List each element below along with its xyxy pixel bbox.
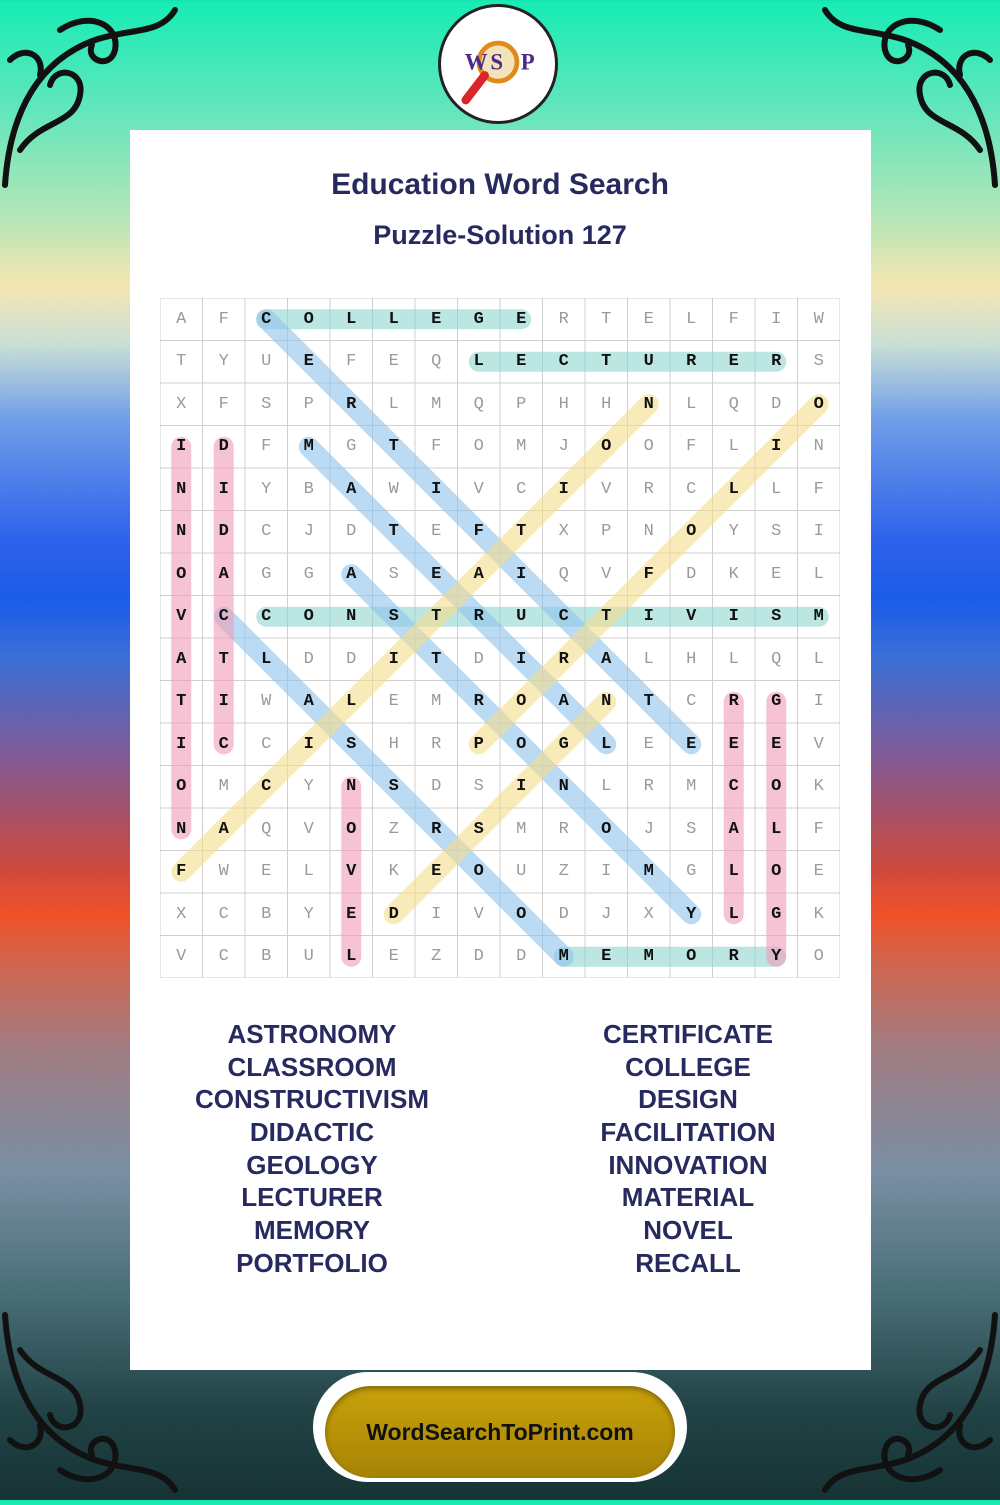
grid-cell: P [516,394,527,414]
grid-cell: N [346,777,357,797]
word-list-item: MEMORY [253,1215,371,1246]
grid-cell: G [473,309,484,329]
word-list-item: GEOLOGY [246,1149,378,1180]
grid-cell: C [218,607,229,627]
grid-cell: M [431,394,442,414]
grid-cell: Q [261,819,272,839]
grid-cell: S [346,734,357,754]
word-list-left [122,1018,502,1280]
grid-cell: R [686,352,697,372]
grid-cell: L [346,692,357,712]
page-title: Education Word Search [331,168,669,201]
grid-cell: F [813,819,824,839]
grid-cell: E [771,564,782,584]
grid-cell: C [218,734,229,754]
grid-cell: V [473,904,484,924]
grid-cell: D [558,904,569,924]
grid-cell: S [473,777,484,797]
grid-cell: R [431,734,442,754]
grid-cell: L [346,309,357,329]
grid-cell: C [261,777,272,797]
grid-cell: P [601,522,612,542]
grid-cell: L [813,649,824,669]
grid-cell: E [431,522,442,542]
grid-cell: X [643,904,654,924]
grid-cell: A [473,564,484,584]
grid-cell: W [388,479,399,499]
grid-cell: B [261,947,272,967]
grid-cell: I [431,904,442,924]
grid-cell: F [218,394,229,414]
grid-cell: I [813,522,824,542]
page-subtitle: Puzzle-Solution 127 [373,220,627,250]
grid-cell: F [261,437,272,457]
wsp-logo [438,4,558,124]
grid-cell: S [261,394,272,414]
word-list-item: NOVEL [643,1215,733,1246]
grid-cell: U [516,607,527,627]
grid-cell: N [346,607,357,627]
grid-cell: O [771,777,782,797]
grid-cell: A [346,479,357,499]
grid-cell: J [558,437,569,457]
word-list-item: ASTRONOMY [227,1019,397,1049]
word-list-item: INNOVATION [608,1149,768,1180]
grid-cell: F [728,309,739,329]
grid-cell: L [261,649,272,669]
logo-letter-s: S [490,49,504,75]
grid-cell: D [218,437,229,457]
grid-cell: E [601,947,612,967]
grid-cell: U [516,862,527,882]
grid-cell: O [176,777,187,797]
grid-cell: N [176,479,187,499]
grid-cell: M [686,777,697,797]
grid-cell: D [473,947,484,967]
grid-cell: O [686,947,697,967]
grid-cell: Y [303,777,314,797]
grid-cell: M [303,437,314,457]
grid-cell: R [728,692,739,712]
grid-cell: Y [771,947,782,967]
grid-cell: I [516,777,527,797]
grid-cell: G [771,692,782,712]
grid-cell: F [643,564,654,584]
grid-cell: S [388,607,399,627]
grid-cell: I [218,479,229,499]
grid-cell: K [813,777,824,797]
logo-letter-p: P [520,49,535,75]
word-list-item: CLASSROOM [227,1051,397,1082]
grid-cell: G [686,862,697,882]
grid-cell: K [813,904,824,924]
word-list-item: CERTIFICATE [603,1019,773,1049]
grid-cell: Q [558,564,569,584]
grid-cell: T [431,607,442,627]
grid-cell: E [388,692,399,712]
grid-cell: D [303,649,314,669]
grid-cell: P [473,734,484,754]
grid-cell: T [218,649,229,669]
grid-cell: Y [261,479,272,499]
grid-cell: E [516,309,527,329]
grid-cell: O [473,862,484,882]
grid-cell: A [558,692,569,712]
grid-cell: T [176,352,187,372]
grid-cell: L [813,564,824,584]
grid-cell: Z [388,819,399,839]
grid-cell: V [601,479,612,499]
grid-cell: L [601,734,612,754]
grid-cell: X [176,904,187,924]
grid-cell: G [261,564,272,584]
grid-cell: O [176,564,187,584]
grid-cell: O [813,394,824,414]
word-list-right [498,1018,878,1280]
grid-cell: I [303,734,314,754]
grid-cell: L [771,479,782,499]
grid-cell: H [686,649,697,669]
grid-cell: N [601,692,612,712]
word-list-item: MATERIAL [621,1182,755,1213]
grid-cell: L [303,862,314,882]
grid-cell: B [261,904,272,924]
grid-cell: Y [728,522,739,542]
grid-cell: V [176,607,187,627]
grid-cell: R [643,777,654,797]
grid-cell: O [516,734,527,754]
grid-cell: S [771,522,782,542]
grid-cell: I [218,692,229,712]
grid-cell: R [473,692,484,712]
grid-cell: O [516,904,527,924]
grid-cell: E [431,862,442,882]
grid-cell: M [516,819,527,839]
grid-cell: R [558,819,569,839]
grid-cell: P [303,394,314,414]
grid-cell: F [431,437,442,457]
grid-cell: E [346,904,357,924]
grid-cell: A [218,564,229,584]
grid-cell: O [643,437,654,457]
grid-cell: I [643,607,654,627]
grid-cell: W [261,692,272,712]
grid-cell: R [558,649,569,669]
grid-cell: Q [771,649,782,669]
grid-cell: E [261,862,272,882]
grid-cell: T [176,692,187,712]
grid-cell: F [346,352,357,372]
grid-cell: T [388,437,399,457]
grid-cell: L [686,309,697,329]
grid-cell: T [601,607,612,627]
grid-cell: F [218,309,229,329]
grid-cell: I [516,564,527,584]
grid-cell: O [303,309,314,329]
grid-cell: T [388,522,399,542]
grid-cell: R [346,394,357,414]
grid-cell: L [771,819,782,839]
grid-cell: E [516,352,527,372]
grid-cell: V [601,564,612,584]
grid-cell: C [261,607,272,627]
grid-cell: O [686,522,697,542]
grid-cell: I [728,607,739,627]
grid-cell: R [728,947,739,967]
grid-cell: L [728,479,739,499]
grid-cell: R [431,819,442,839]
grid-cell: D [516,947,527,967]
grid-cell: D [346,649,357,669]
grid-cell: G [346,437,357,457]
grid-cell: E [813,862,824,882]
grid-cell: M [813,607,824,627]
grid-cell: D [388,904,399,924]
grid-cell: C [686,479,697,499]
grid-cell: U [303,947,314,967]
grid-cell: M [558,947,569,967]
grid-cell: E [728,734,739,754]
grid-cell: O [813,947,824,967]
grid-cell: J [643,819,654,839]
grid-cell: Y [686,904,697,924]
grid-cell: L [686,394,697,414]
grid-cells [160,298,840,978]
grid-cell: I [558,479,569,499]
word-list-item: FACILITATION [600,1117,776,1148]
grid-cell: D [686,564,697,584]
grid-cell: J [303,522,314,542]
grid-cell: A [728,819,739,839]
grid-cell: X [176,394,187,414]
grid-cell: R [771,352,782,372]
grid-cell: A [176,649,187,669]
grid-cell: I [388,649,399,669]
grid-cell: C [558,352,569,372]
grid-cell: A [601,649,612,669]
word-list-item: CONSTRUCTIVISM [195,1084,429,1115]
grid-cell: E [388,352,399,372]
grid-cell: E [431,564,442,584]
word-list-item: RECALL [635,1247,741,1278]
grid-cell: B [303,479,314,499]
grid-cell: C [686,692,697,712]
grid-cell: N [176,522,187,542]
grid-cell: E [686,734,697,754]
grid-cell: M [431,692,442,712]
grid-cell: Y [303,904,314,924]
grid-cell: O [771,862,782,882]
grid-cell: R [473,607,484,627]
grid-cell: V [686,607,697,627]
grid-cell: I [431,479,442,499]
grid-cell: E [728,352,739,372]
grid-cell: V [813,734,824,754]
grid-cell: M [218,777,229,797]
grid-cell: V [176,947,187,967]
grid-cell: W [218,862,229,882]
grid-cell: S [388,777,399,797]
footer-site-link[interactable]: WordSearchToPrint.com [325,1386,675,1478]
grid-cell: I [771,437,782,457]
grid-cell: M [643,862,654,882]
grid-cell: Q [431,352,442,372]
grid-cell: O [601,819,612,839]
word-list-item: COLLEGE [625,1051,751,1082]
grid-cell: E [643,309,654,329]
grid-cell: U [261,352,272,372]
grid-cell: F [813,479,824,499]
word-list-item: PORTFOLIO [236,1247,388,1278]
grid-cell: L [601,777,612,797]
grid-cell: K [728,564,739,584]
grid-cell: A [303,692,314,712]
grid-cell: E [388,947,399,967]
grid-cell: O [346,819,357,839]
grid-cell: M [643,947,654,967]
grid-cell: O [516,692,527,712]
grid-cell: N [176,819,187,839]
grid-cell: D [771,394,782,414]
grid-cell: C [261,734,272,754]
logo-letter-w: W [464,49,488,75]
grid-cell: S [686,819,697,839]
grid-cell: L [728,904,739,924]
grid-cell: H [558,394,569,414]
grid-cell: G [303,564,314,584]
grid-cell: F [473,522,484,542]
grid-cell: H [388,734,399,754]
grid-cell: J [601,904,612,924]
grid-cell: L [728,649,739,669]
grid-cell: Q [728,394,739,414]
grid-cell: S [473,819,484,839]
grid-cell: R [558,309,569,329]
grid-cell: T [516,522,527,542]
grid-cell: N [558,777,569,797]
grid-cell: G [558,734,569,754]
grid-cell: L [388,394,399,414]
grid-cell: L [473,352,484,372]
grid-cell: C [218,947,229,967]
grid-cell: C [218,904,229,924]
grid-cell: T [601,309,612,329]
grid-cell: I [176,734,187,754]
grid-cell: C [558,607,569,627]
grid-cell: S [813,352,824,372]
grid-cell: Z [431,947,442,967]
grid-cell: G [771,904,782,924]
grid-cell: C [261,309,272,329]
grid-cell: L [728,437,739,457]
grid-cell: D [431,777,442,797]
grid-cell: C [516,479,527,499]
grid-cell: U [643,352,654,372]
grid-cell: L [346,947,357,967]
grid-cell: H [601,394,612,414]
grid-cell: N [643,522,654,542]
grid-cell: R [643,479,654,499]
grid-cell: D [218,522,229,542]
grid-cell: T [431,649,442,669]
grid-cell: E [771,734,782,754]
grid-cell: C [728,777,739,797]
grid-cell: Z [558,862,569,882]
grid-cell: D [473,649,484,669]
grid-cell: T [601,352,612,372]
grid-cell: O [601,437,612,457]
grid-cell: Y [218,352,229,372]
grid-cell: L [728,862,739,882]
grid-cell: D [346,522,357,542]
grid-cell: A [176,309,187,329]
grid-cell: I [176,437,187,457]
word-search-grid [160,298,840,978]
word-list-item: DESIGN [638,1084,738,1115]
grid-cell: F [176,862,187,882]
grid-cell: E [643,734,654,754]
grid-cell: O [473,437,484,457]
grid-cell: Q [473,394,484,414]
grid-cell: V [346,862,357,882]
grid-cell: I [771,309,782,329]
word-list-item: LECTURER [241,1182,383,1213]
grid-cell: X [558,522,569,542]
grid-cell: C [261,522,272,542]
grid-cell: N [813,437,824,457]
grid-cell: S [388,564,399,584]
grid-cell: T [643,692,654,712]
grid-cell: V [473,479,484,499]
grid-cell: W [813,309,824,329]
grid-cell: S [771,607,782,627]
word-list-item: DIDACTIC [249,1117,375,1148]
grid-cell: E [303,352,314,372]
grid-cell: V [303,819,314,839]
grid-cell: I [601,862,612,882]
grid-cell: M [516,437,527,457]
grid-cell: A [346,564,357,584]
grid-cell: I [813,692,824,712]
grid-cell: K [388,862,399,882]
grid-cell: E [431,309,442,329]
grid-cell: F [686,437,697,457]
grid-cell: I [516,649,527,669]
grid-cell: L [388,309,399,329]
grid-cell: O [303,607,314,627]
grid-cell: N [643,394,654,414]
grid-cell: L [643,649,654,669]
grid-cell: A [218,819,229,839]
